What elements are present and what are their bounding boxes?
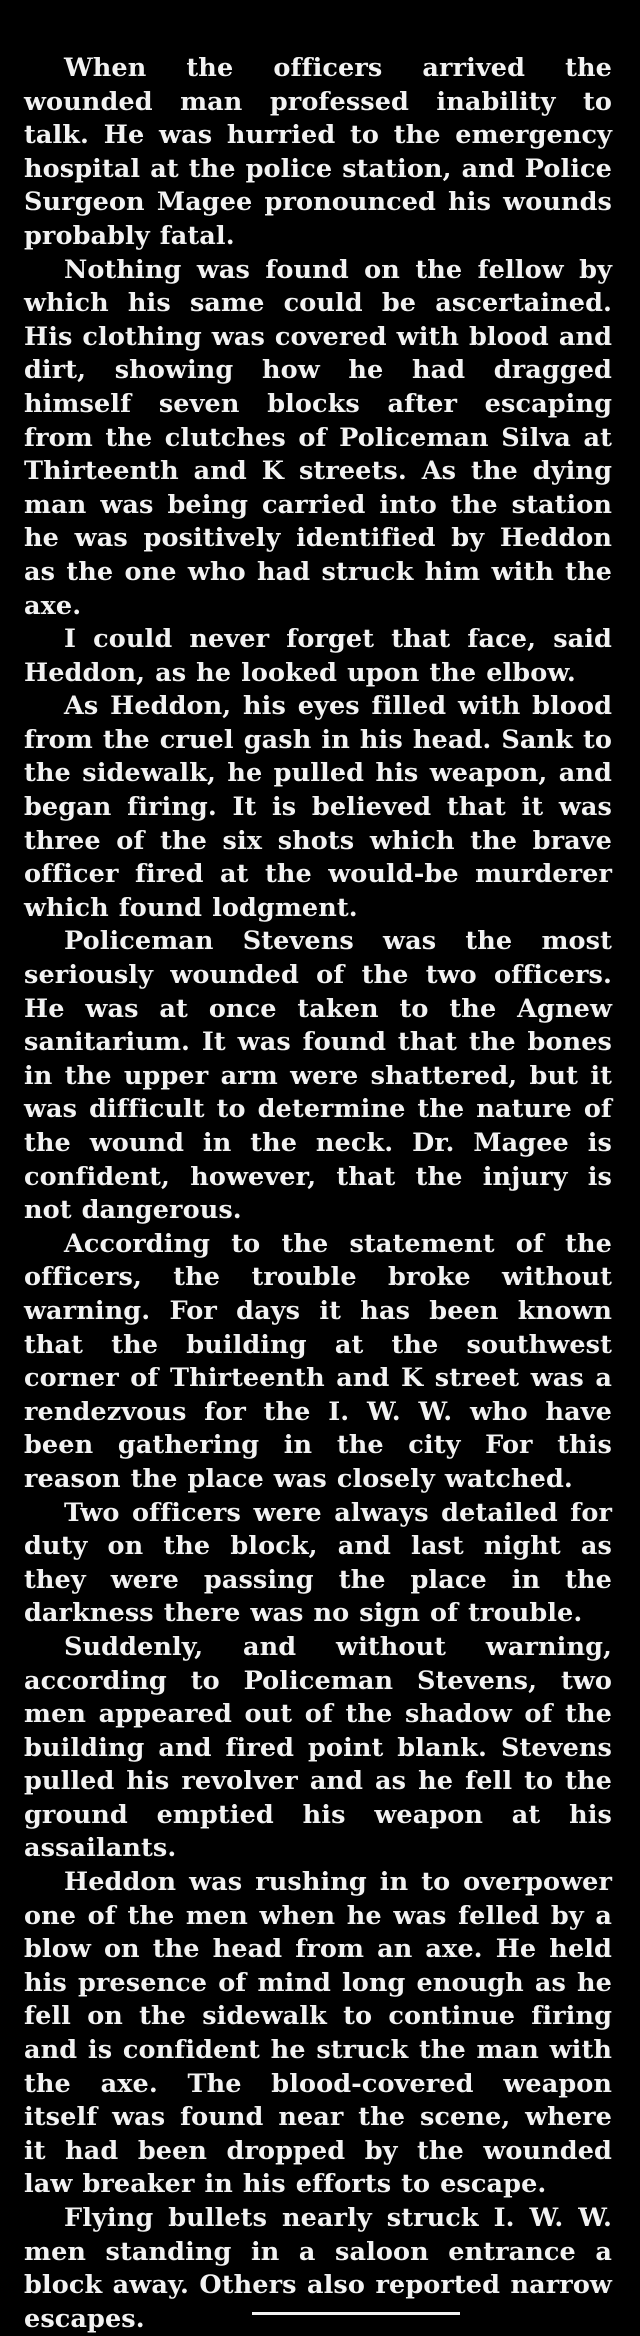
article-paragraph: Nothing was found on the fellow by which his same could be ascertained. His clothing was covered with blood and dirt, showing how he had dragged himself seven blocks after escaping from the clutches of Policeman Silva at Thirteenth and K streets. As the dying man was being carried into the station he was positively identified by Heddon as the one who had struck him with the axe. <box>24 254 613 621</box>
article-paragraph: When the officers arrived the wounded man professed inability to talk. He was hurried to the emergency hospital at the police station, and Police Surgeon Magee pronounced his wounds probably fatal. <box>24 53 612 251</box>
article-paragraph: As Heddon, his eyes filled with blood from the cruel gash in his head. Sank to the sidewalk, he pulled his weapon, and began firing. It is believed that it was three of the six shots which the brave officer fired at the would-be murderer which found lodgment. <box>24 691 612 923</box>
article-paragraph: According to the statement of the officers, the trouble broke without warning. For days it has been known that the building at the southwest corner of Thirteenth and K street was a rendezvous for the I. W. W. who have been gathering in the city For this reason the place was closely watched. <box>24 1228 612 1494</box>
article-paragraph: I could never forget that face, said Heddon, as he looked upon the elbow. <box>24 624 612 688</box>
article-paragraph: Flying bullets nearly struck I. W. W. men standing in a saloon entrance a block away. Others also reported narrow escapes. <box>24 2203 612 2334</box>
article-paragraph: Suddenly, and without warning, according to Policeman Stevens, two men appeared out of the shadow of the building and fired point blank. Stevens pulled his revolver and as he fell to the ground emptied his weapon at his assailants. <box>24 1631 612 1864</box>
end-rule-divider <box>252 2312 460 2315</box>
article-paragraph: Two officers were always detailed for duty on the block, and last night as they were passing the place in the darkness there was no sign of trouble. <box>24 1497 612 1629</box>
article-paragraph: Policeman Stevens was the most seriously wounded of the two officers. He was at once taken to the Agnew sanitarium. It was found that the bones in the upper arm were shattered, but it was difficult to determine the nature of the wound in the neck. Dr. Magee is confident, however, that the injury is not dangerous. <box>24 926 612 1226</box>
article-paragraph: Heddon was rushing in to overpower one of the men when he was felled by a blow on the head from an axe. He held his presence of mind long enough as he fell on the sidewalk to continue firing and is confident he struck the man with the axe. The blood-covered weapon itself was found near the scene, where it had been dropped by the wounded law breaker in his efforts to escape. <box>24 1867 612 2200</box>
